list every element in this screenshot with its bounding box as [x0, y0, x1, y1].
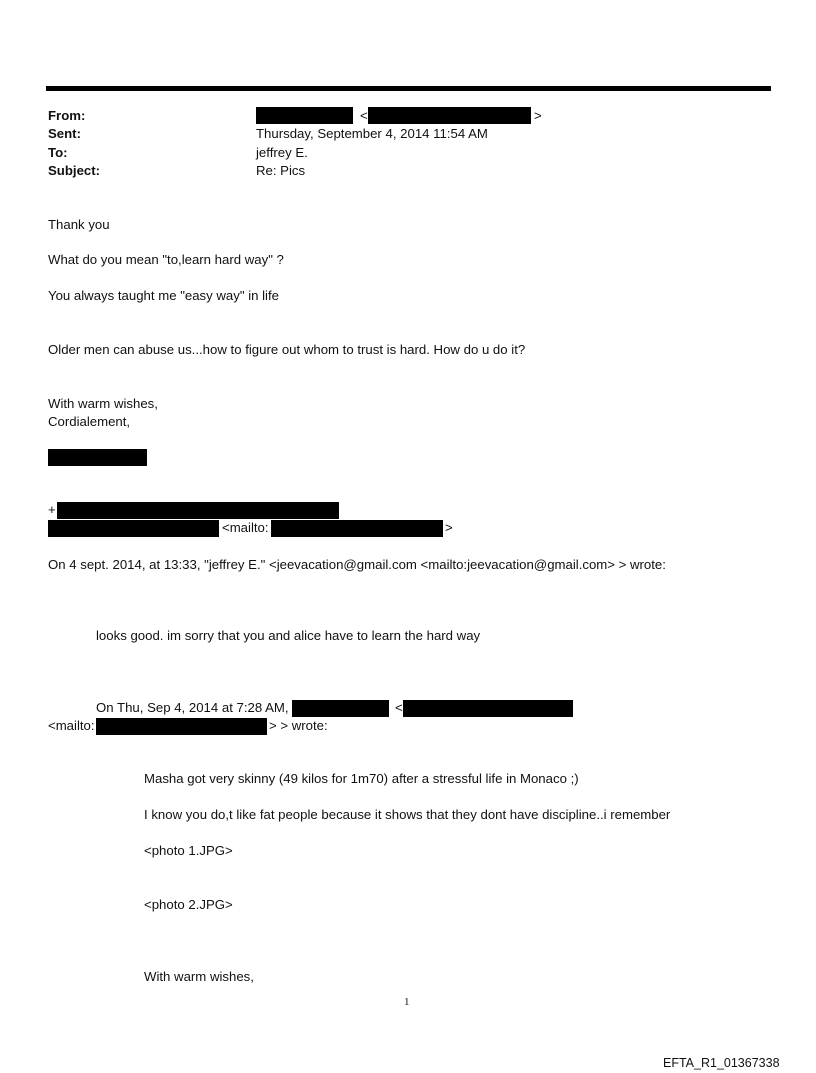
subject-label: Subject:: [48, 163, 101, 178]
to-value: jeffrey E.: [256, 145, 308, 160]
from-label: From:: [48, 108, 86, 123]
body-line-thanks: Thank you: [48, 217, 110, 232]
reply1-open-bracket: <: [395, 700, 403, 715]
page-number: 1: [404, 996, 410, 1008]
quote-intro: On 4 sept. 2014, at 13:33, "jeffrey E." <jeevacation@gmail.com <mailto:jeevacation@gmail.com> > wrote:: [48, 557, 666, 572]
reply1-wrote: > > wrote:: [269, 718, 328, 733]
signature-mailto-close: >: [445, 520, 453, 535]
from-close-bracket: >: [534, 108, 542, 123]
reply2-line-masha: Masha got very skinny (49 kilos for 1m70) after a stressful life in Monaco ;): [144, 771, 579, 786]
to-label: To:: [48, 145, 68, 160]
header-rule: [46, 86, 771, 91]
redaction-reply1-name: [292, 700, 389, 717]
reply2-photo2: <photo 2.JPG>: [144, 897, 233, 912]
signature-cordialement: Cordialement,: [48, 414, 131, 429]
redaction-signature-name: [48, 449, 147, 466]
subject-value: Re: Pics: [256, 163, 306, 178]
signature-mailto-open: <mailto:: [222, 520, 269, 535]
from-open-bracket: <: [360, 108, 368, 123]
redaction-from-name: [256, 107, 353, 124]
redaction-reply1-email: [403, 700, 573, 717]
redaction-phone: [57, 502, 339, 519]
sent-value: Thursday, September 4, 2014 11:54 AM: [256, 126, 488, 141]
body-line-easy-way: You always taught me "easy way" in life: [48, 288, 279, 303]
reply1-text: looks good. im sorry that you and alice have to learn the hard way: [96, 628, 481, 643]
document-id: EFTA_R1_01367338: [663, 1056, 780, 1070]
body-line-question: What do you mean "to,learn hard way" ?: [48, 252, 284, 267]
redaction-mailto-email: [271, 520, 443, 537]
reply2-photo1: <photo 1.JPG>: [144, 843, 233, 858]
redaction-email: [48, 520, 219, 537]
body-line-trust: Older men can abuse us...how to figure out whom to trust is hard. How do u do it?: [48, 342, 526, 357]
phone-plus: +: [48, 502, 56, 517]
reply1-quote-intro: On Thu, Sep 4, 2014 at 7:28 AM,: [96, 700, 289, 715]
redaction-from-email: [368, 107, 531, 124]
reply2-line-discipline: I know you do,t like fat people because it shows that they dont have discipline..i remember: [144, 807, 671, 822]
signature-wishes: With warm wishes,: [48, 396, 158, 411]
sent-label: Sent:: [48, 126, 81, 141]
reply1-mailto-open: <mailto:: [48, 718, 95, 733]
reply2-signature: With warm wishes,: [144, 969, 254, 984]
redaction-reply1-mailto: [96, 718, 267, 735]
